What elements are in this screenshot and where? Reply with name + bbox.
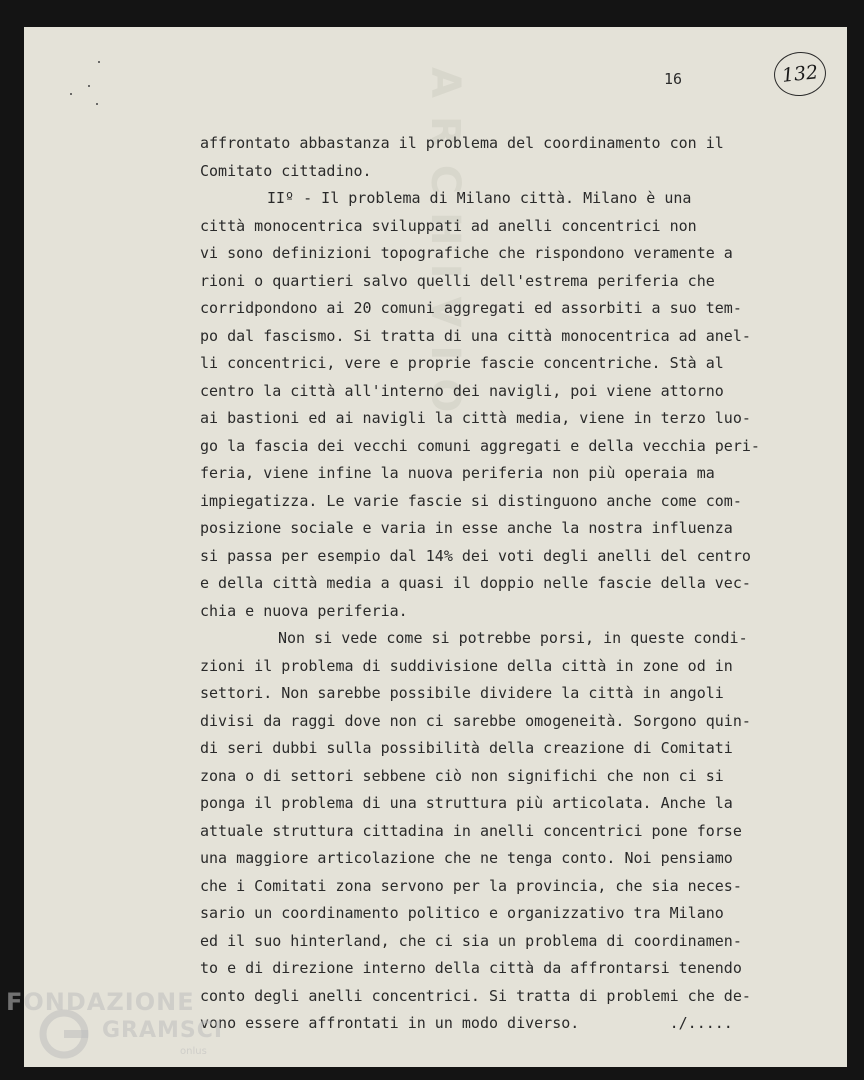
page-number: 16 (664, 70, 683, 88)
text-line: to e di direzione interno della città da affrontarsi tenendo (200, 959, 742, 977)
text-line: go la fascia dei vecchi comuni aggregati e della vecchia peri- (200, 436, 760, 455)
text-line: ed il suo hinterland, che ci sia un problema di coordinamen- (200, 931, 742, 950)
text-line: zona o di settori sebbene ciò non significhi che non ci si (200, 766, 724, 785)
foundation-watermark-logo (6, 988, 224, 1078)
text-line: città monocentrica sviluppati ad anelli concentrici non (200, 216, 697, 235)
text-line: una maggiore articolazione che ne tenga conto. Noi pensiamo (200, 849, 733, 867)
text-line: Non si vede come si potrebbe porsi, in queste condi- (278, 629, 748, 647)
text-line: rioni o quartieri salvo quelli dell'estrema periferia che (200, 271, 715, 290)
text-line: settori. Non sarebbe possibile dividere la città in angoli (200, 684, 724, 702)
text-line: vono essere affrontati in un modo diverso. ./..... (200, 1014, 733, 1032)
text-line: zioni il problema di suddivisione della città in zone od in (200, 656, 733, 675)
text-line: divisi da raggi dove non ci sarebbe omogeneità. Sorgono quin- (200, 711, 751, 730)
text-line: corridpondono ai 20 comuni aggregati ed assorbiti a suo tem- (200, 299, 742, 317)
text-line: ponga il problema di una struttura più articolata. Anche la (200, 794, 733, 812)
text-line: posizione sociale e varia in esse anche la nostra influenza (200, 519, 733, 537)
text-line: po dal fascismo. Si tratta di una città monocentrica ad anel- (200, 326, 751, 345)
typed-text (200, 130, 800, 1038)
foundation-logo-icon (38, 1008, 90, 1060)
text-line: e della città media a quasi il doppio nelle fascie della vec- (200, 574, 751, 592)
text-line: Comitato cittadino. (200, 161, 372, 180)
text-line: conto degli anelli concentrici. Si tratta di problemi che de- (200, 986, 751, 1005)
text-line: si passa per esempio dal 14% dei voti degli anelli del centro (200, 546, 751, 565)
text-line: affrontato abbastanza il problema del coordinamento con il (200, 134, 724, 152)
text-line: feria, viene infine la nuova periferia non più operaia ma (200, 464, 715, 482)
text-line: di seri dubbi sulla possibilità della creazione di Comitati (200, 739, 733, 757)
text-line: centro la città all'interno dei navigli, poi viene attorno (200, 381, 724, 400)
text-line: sario un coordinamento politico e organizzativo tra Milano (200, 904, 724, 922)
text-line: che i Comitati zona servono per la provincia, che sia neces- (200, 876, 742, 895)
archive-number-stamp: 132 (772, 49, 828, 98)
text-line: ai bastioni ed ai navigli la città media, viene in terzo luo- (200, 409, 751, 427)
text-line: attuale struttura cittadina in anelli concentrici pone forse (200, 821, 742, 840)
text-line: chia e nuova periferia. (200, 601, 408, 620)
foundation-tag: onlus (180, 1046, 207, 1057)
foundation-subname: GRAMSCI (102, 1018, 224, 1043)
text-line: vi sono definizioni topografiche che rispondono veramente a (200, 244, 733, 262)
background-watermark: ARCHIVIO (422, 67, 468, 431)
text-line: li concentrici, vere e proprie fascie concentriche. Stà al (200, 354, 724, 372)
text-line: impiegatizza. Le varie fascie si distinguono anche come com- (200, 491, 742, 510)
foundation-name: FONDAZIONE (6, 988, 195, 1016)
text-line: IIº - Il problema di Milano città. Milano è una (267, 189, 692, 207)
